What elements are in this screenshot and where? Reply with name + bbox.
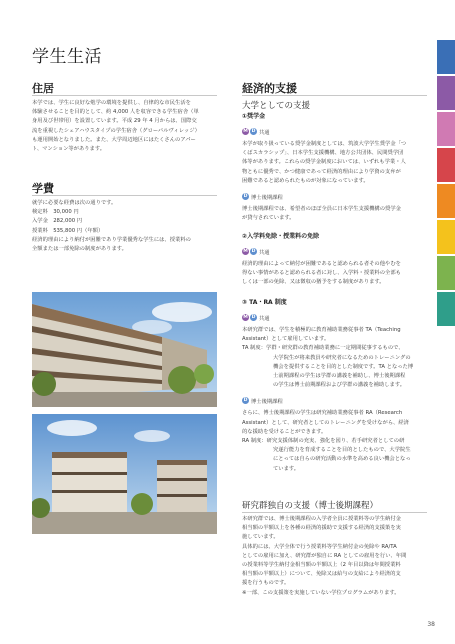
housing-line: 体験させることを目的として、約 4,000 人を収容できる学生宿舎（単 [32,109,199,116]
tuition-fee-admission: 入学金 282,000 円 [32,218,83,225]
ta-ra-text-2 [242,409,432,437]
ra-def-line: 究遂行能力を育成することを目的としたもので、大学院生 [273,447,411,454]
research-line: 援を行うものです。 [242,580,290,587]
page-number: 38 [427,621,435,628]
tuition-rule [32,195,217,196]
ta-def-line: の学生は博士前期課程および学群の講義を補助します。 [273,382,405,389]
scholarship-doctor-text [242,205,432,223]
research-line: としての雇用に加え、研究群が独自に RA としての雇用を行い、年間 [242,552,407,559]
doctor-badge: D [251,249,256,254]
ra-definition [242,437,432,474]
ta-ra-section [242,297,432,474]
index-tab-3[interactable] [437,112,455,146]
ta-ra-text [242,326,432,344]
housing-text [32,99,222,154]
support-rule [242,95,427,96]
tuition-line: 就学に必要な経費は次の通りです。 [32,200,117,206]
scholarship-line: 困難であると認められたものが対象になっています。 [242,177,369,184]
common-label: 共通 [259,129,270,136]
scholarship-doctor-line: 博士後期課程では、希望者のほぼ全員に日本学生支援機構の奨学金 [242,206,401,213]
tuition-line: 全額または一部免除の制度があります。 [32,246,127,253]
scholarship-text [242,140,432,186]
index-tab-1[interactable] [437,40,455,74]
research-line: 施しています。 [242,534,279,541]
ta-ra-line: さらに、博士後期課程の学生は研究補助業務従事者 RA（Research [242,410,403,417]
tuition-title: 学費 [32,182,54,195]
master-badge: M [243,129,248,134]
dormitory-photo-2 [32,414,217,534]
ta-def-line: 大学院生が将来教員や研究者になるためのトレーニングの [273,354,411,361]
research-line: 具体的には、大学全体で行う授業料等学生納付金の免除や RA/TA [242,543,397,550]
housing-line: 身用及び世帯用）を設置しています。平成 29 年 4 月からは、国際交 [32,118,197,125]
research-support-rule [242,512,427,513]
common-label: 共通 [259,315,270,322]
ta-ra-line: 本研究群では、学生を積極的に教育補助業務従事者 TA（Teaching [242,327,401,333]
common-label: 共通 [259,249,270,256]
housing-title: 住居 [32,82,54,95]
tuition-text [32,199,222,254]
scholarship-line: 物ともに優秀で、かつ健康であって経済的理由により学資の支弁が [242,168,401,175]
exemption-text [242,260,432,288]
housing-rule [32,95,217,96]
page-title: 学生生活 [32,47,102,67]
index-tab-5[interactable] [437,184,455,218]
ta-ra-doctor-label-row [242,390,432,409]
housing-line: 流を重視したシェアハウスタイプの学生宿舎（グローバルヴィレッジ） [32,127,200,134]
research-line: 相当額の半額以上を各種の経済的援助で支援する経済的支援策を実 [242,525,401,532]
ta-ra-line: 的な援助を受けることができます。 [242,428,327,435]
doctor-label: 博士後期課程 [251,194,283,201]
dormitory-photo-1 [32,292,217,407]
scholarship-doctor-label-row [242,186,432,205]
housing-line: も運用開始となりました。また、大学周辺地区にはたくさんのアパー [32,136,196,143]
ta-ra-badges [242,307,432,326]
index-tab-7[interactable] [437,256,455,290]
exemption-heading: ②入学料免除・授業料の免除 [242,233,320,240]
research-line: 本研究群では、博士後期課程の入学者全員に授業料等の学生納付金 [242,516,401,522]
doctor-badge: D [243,194,248,200]
ta-def-line: 士前期課程の学生は学群の講義を補助し、博士後期課程 [273,373,406,380]
exemption-line: 経済的理由によって納付が困難であると認められる者その他やむを [242,261,401,267]
index-tab-4[interactable] [437,148,455,182]
ta-ra-line: Assistant）として、研究者としてのトレーニングを受けながら、経済 [242,419,409,426]
master-badge: M [243,249,248,254]
research-line: 相当額の半額以上）について、免除又は給与の支給により経済的支 [242,571,401,578]
scholarship-doctor-line: が貸与されています。 [242,215,295,222]
exemption-line: 得ない事情があると認められる者に対し、入学料・授業料の全部も [242,270,401,277]
housing-line: ト、マンション等があります。 [32,146,106,153]
doctor-badge: D [251,129,256,134]
support-title: 経済的支援 [242,82,297,95]
scholarship-line: 本学が取り扱っている奨学金制度としては、筑波大学学生奨学金「つ [242,141,407,147]
tuition-fee-exam: 検定料 30,000 円 [32,209,79,216]
master-badge: M [243,315,248,320]
scholarship-line: くばスカラシップ」、日本学生支援機構、地方公共団体、民間奨学団 [242,150,404,157]
index-tab-2[interactable] [437,76,455,110]
color-index-tabs [437,40,455,330]
doctor-label: 博士後期課程 [251,398,283,405]
ra-def-line: RA 制度：研究支援体制の充実、強化を図り、若手研究者としての研 [242,438,405,445]
ta-def-line: TA 制度：学群・研究群の教育補助業務に一定期間従事するもので、 [242,345,404,352]
research-support-text [242,515,432,598]
doctor-badge: D [243,398,248,404]
scholarship-section [242,111,432,223]
exemption-section [242,231,432,288]
research-support-title: 研究群独自の支援（博士後期課程） [242,501,379,511]
doctor-badge: D [251,315,256,320]
index-tab-6[interactable] [437,220,455,254]
research-line: の授業料等学生納付金相当額の半額以上（2 年目以降は年間授業料 [242,562,401,569]
ra-def-line: ています。 [273,465,300,472]
research-note: ※一部、この支援策を実施していない学位プログラムがあります。 [242,589,400,596]
ta-definition [242,344,432,390]
ta-ra-heading: ③ TA・RA 制度 [242,299,287,306]
housing-line: 本学では、学生に良好な勉学の環境を提供し、自律的な市民生活を [32,100,191,106]
support-subtitle: 大学としての支援 [242,101,311,111]
tuition-fee-annual: 授業料 535,800 円（年額） [32,227,104,234]
scholarship-heading: ①奨学金 [242,113,266,120]
ra-def-line: にとっては自らの研究活動の水準を高める良い機会となっ [273,456,411,463]
ta-def-line: 機会を提供することを目的とした制度です。TA となった博 [273,363,414,370]
scholarship-line: 体等があります。これらの奨学金制度においては、いずれも学業・人 [242,159,406,166]
index-tab-8[interactable] [437,292,455,326]
scholarship-badges [242,121,432,140]
exemption-line: しくは一部の免除、又は徴収の猶予をする制度があります。 [242,279,385,286]
exemption-badges [242,241,432,260]
tuition-line: 経済的理由により納付が困難であり学業優秀な学生には、授業料の [32,236,191,243]
ta-ra-line: Assistant）として雇用しています。 [242,336,330,343]
